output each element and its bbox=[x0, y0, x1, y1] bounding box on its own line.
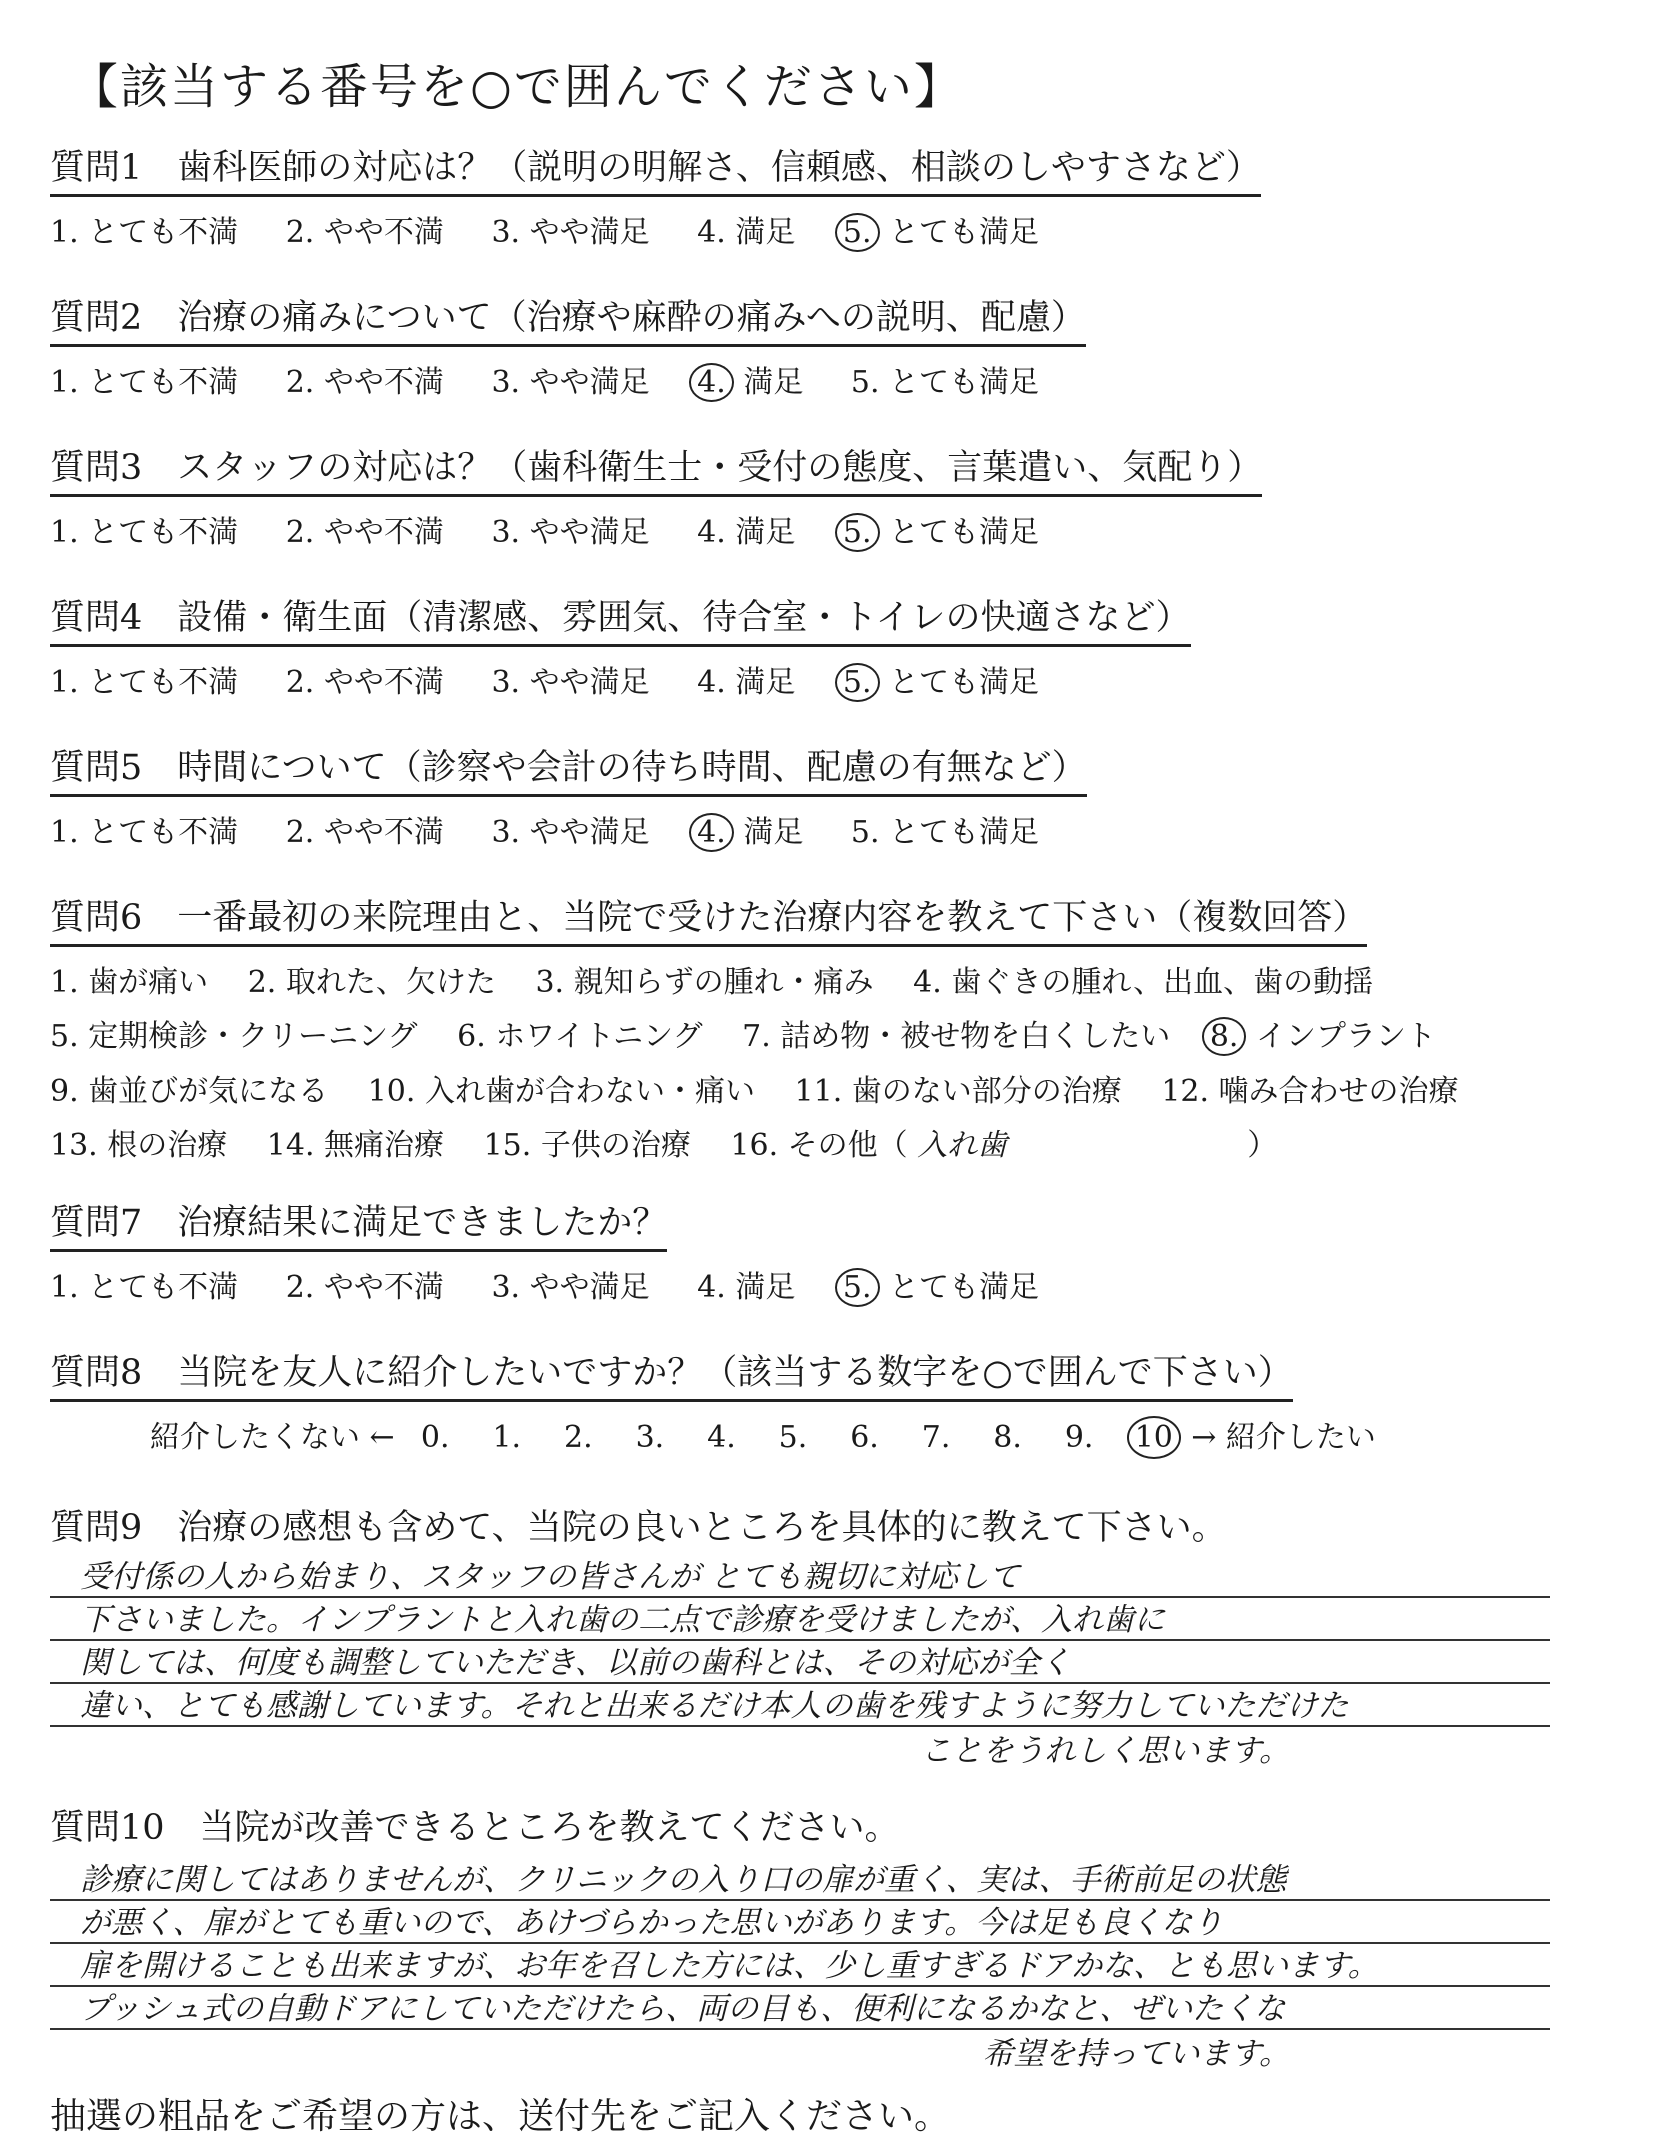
selection-circle: 4. bbox=[689, 363, 734, 402]
q6-option-8-label: インプラント bbox=[1256, 1019, 1437, 1054]
q6-option-13[interactable]: 13. 根の治療 bbox=[50, 1128, 228, 1163]
q1-option-2[interactable]: 2. やや不満 bbox=[285, 215, 444, 250]
question-9-title: 質問9 治療の感想も含めて、当院の良いところを具体的に教えて下さい。 bbox=[50, 1508, 1227, 1548]
question-6-title: 質問6 一番最初の来院理由と、当院で受けた治療内容を教えて下さい（複数回答） bbox=[50, 890, 1367, 947]
q6-option-2[interactable]: 2. 取れた、欠けた bbox=[247, 965, 496, 1000]
question-6 bbox=[50, 890, 1489, 1164]
q3-option-1[interactable]: 1. とても不満 bbox=[50, 515, 239, 550]
question-7-options bbox=[50, 1262, 1077, 1307]
question-5-title: 質問5 時間について（診察や会計の待ち時間、配慮の有無など） bbox=[50, 740, 1087, 797]
q6-option-3[interactable]: 3. 親知らずの腫れ・痛み bbox=[535, 965, 874, 1000]
q4-option-5-circled[interactable] bbox=[843, 657, 1039, 702]
q6-option-7[interactable]: 7. 詰め物・被せ物を白くしたい bbox=[742, 1019, 1171, 1054]
q4-option-5-label: とても満足 bbox=[889, 665, 1040, 700]
question-9 bbox=[50, 1500, 1227, 1554]
q7-option-5-label: とても満足 bbox=[889, 1270, 1040, 1305]
question-2-options bbox=[50, 357, 1086, 402]
q7-option-3[interactable]: 3. やや満足 bbox=[491, 1270, 650, 1305]
selection-circle: 4. bbox=[689, 813, 734, 852]
question-10 bbox=[50, 1800, 900, 1854]
question-1 bbox=[50, 140, 1261, 252]
q6-option-1[interactable]: 1. 歯が痛い bbox=[50, 965, 209, 1000]
question-7 bbox=[50, 1195, 1077, 1307]
q3-option-3[interactable]: 3. やや満足 bbox=[491, 515, 650, 550]
q6-option-14[interactable]: 14. 無痛治療 bbox=[266, 1128, 445, 1163]
q7-option-4[interactable]: 4. 満足 bbox=[697, 1270, 796, 1305]
q6-line-2 bbox=[50, 1011, 1489, 1056]
selection-circle: 5. bbox=[835, 663, 880, 702]
instruction-header: 【該当する番号を○で囲んでください】 bbox=[70, 59, 964, 115]
q6-line-1 bbox=[50, 957, 1489, 1001]
q3-option-2[interactable]: 2. やや不満 bbox=[285, 515, 444, 550]
q10-answer-line-4: プッシュ式の自動ドアにしていただけたら、両の目も、便利になるかなと、ぜいたくな bbox=[50, 1987, 1550, 2030]
q9-answer-line-1: 受付係の人から始まり、スタッフの皆さんが とても親切に対応して bbox=[50, 1555, 1550, 1598]
q5-option-1[interactable]: 1. とても不満 bbox=[50, 815, 239, 850]
question-3 bbox=[50, 440, 1262, 552]
q5-option-4-circled[interactable] bbox=[697, 807, 803, 852]
q6-option-16-label: 16. その他（ bbox=[730, 1128, 908, 1163]
question-1-options bbox=[50, 207, 1261, 252]
selection-circle: 10 bbox=[1127, 1416, 1181, 1459]
question-2-title: 質問2 治療の痛みについて（治療や麻酔の痛みへの説明、配慮） bbox=[50, 290, 1086, 347]
q3-option-4[interactable]: 4. 満足 bbox=[697, 515, 796, 550]
q7-option-2[interactable]: 2. やや不満 bbox=[285, 1270, 444, 1305]
q9-answer-area[interactable] bbox=[50, 1555, 1550, 1770]
q9-answer-overflow: ことをうれしく思います。 bbox=[920, 1733, 1290, 1769]
q2-option-3[interactable]: 3. やや満足 bbox=[491, 365, 650, 400]
q2-option-1[interactable]: 1. とても不満 bbox=[50, 365, 239, 400]
q2-option-5[interactable]: 5. とても満足 bbox=[850, 365, 1040, 400]
q10-answer-line-3: 扉を開けることも出来ますが、お年を召した方には、少し重すぎるドアかな、とも思います。 bbox=[50, 1944, 1550, 1987]
q1-option-4[interactable]: 4. 満足 bbox=[697, 215, 796, 250]
q6-option-10[interactable]: 10. 入れ歯が合わない・痛い bbox=[367, 1074, 755, 1109]
q8-scale-2[interactable]: 2. bbox=[564, 1420, 593, 1455]
q6-option-4[interactable]: 4. 歯ぐきの腫れ、出血、歯の動揺 bbox=[913, 965, 1374, 1000]
selection-circle: 5. bbox=[835, 213, 880, 252]
q8-scale-9[interactable]: 9. bbox=[1064, 1420, 1094, 1455]
q5-option-2[interactable]: 2. やや不満 bbox=[285, 815, 444, 850]
question-1-title: 質問1 歯科医師の対応は？（説明の明解さ、信頼感、相談のしやすさなど） bbox=[50, 140, 1261, 197]
q4-option-3[interactable]: 3. やや満足 bbox=[491, 665, 650, 700]
q1-option-5-label: とても満足 bbox=[889, 215, 1040, 250]
q5-option-5[interactable]: 5. とても満足 bbox=[850, 815, 1040, 850]
q6-option-11[interactable]: 11. 歯のない部分の治療 bbox=[794, 1074, 1122, 1109]
question-5-options bbox=[50, 807, 1087, 852]
q9-answer-line-3: 関しては、何度も調整していただき、以前の歯科とは、その対応が全く bbox=[50, 1641, 1550, 1684]
q4-option-1[interactable]: 1. とても不満 bbox=[50, 665, 239, 700]
question-8 bbox=[50, 1345, 1376, 1456]
q6-option-9[interactable]: 9. 歯並びが気になる bbox=[50, 1074, 329, 1109]
question-3-title: 質問3 スタッフの対応は？（歯科衛生士・受付の態度、言葉遣い、気配り） bbox=[50, 440, 1262, 497]
q8-scale-5[interactable]: 5. bbox=[778, 1420, 808, 1455]
question-3-options bbox=[50, 507, 1262, 552]
q6-option-15[interactable]: 15. 子供の治療 bbox=[483, 1128, 691, 1163]
q8-scale-3[interactable]: 3. bbox=[635, 1420, 665, 1455]
q7-option-5-circled[interactable] bbox=[843, 1262, 1039, 1307]
q10-answer-line-2: が悪く、扉がとても重いので、あけづらかった思いがあります。今は足も良くなり bbox=[50, 1901, 1550, 1944]
q6-option-5[interactable]: 5. 定期検診・クリーニング bbox=[50, 1019, 418, 1054]
q6-line-3 bbox=[50, 1066, 1489, 1110]
q6-option-16-other[interactable] bbox=[730, 1120, 1277, 1164]
q6-other-close-paren: ） bbox=[1247, 1128, 1278, 1163]
q10-answer-area[interactable] bbox=[50, 1858, 1550, 2073]
selection-circle: 8. bbox=[1202, 1017, 1247, 1056]
q8-scale-1[interactable]: 1. bbox=[492, 1420, 522, 1455]
q3-option-5-label: とても満足 bbox=[889, 515, 1040, 550]
q9-answer-line-4: 違い、とても感謝しています。それと出来るだけ本人の歯を残すように努力していただけた bbox=[50, 1684, 1550, 1727]
q5-option-3[interactable]: 3. やや満足 bbox=[491, 815, 650, 850]
q6-option-12[interactable]: 12. 噛み合わせの治療 bbox=[1161, 1074, 1459, 1109]
q9-answer-line-2: 下さいました。インプラントと入れ歯の二点で診療を受けましたが、入れ歯に bbox=[50, 1598, 1550, 1641]
q2-option-2[interactable]: 2. やや不満 bbox=[285, 365, 444, 400]
q5-option-4-label: 満足 bbox=[743, 815, 804, 850]
prize-instruction: 抽選の粗品をご希望の方は、送付先をご記入ください。 bbox=[50, 2096, 951, 2137]
question-10-title: 質問10 当院が改善できるところを教えてください。 bbox=[50, 1808, 900, 1848]
q6-option-6[interactable]: 6. ホワイトニング bbox=[457, 1019, 703, 1054]
q4-option-4[interactable]: 4. 満足 bbox=[697, 665, 796, 700]
selection-circle: 5. bbox=[835, 513, 880, 552]
q8-scale-right-label: → 紹介したい bbox=[1191, 1420, 1376, 1455]
question-4 bbox=[50, 590, 1191, 702]
q8-scale-4[interactable]: 4. bbox=[707, 1420, 736, 1455]
q8-scale-10-circled[interactable] bbox=[1127, 1420, 1175, 1455]
q8-scale-6[interactable]: 6. bbox=[850, 1420, 879, 1455]
q8-scale bbox=[150, 1412, 1376, 1456]
q2-option-4-circled[interactable] bbox=[697, 357, 803, 402]
question-4-title: 質問4 設備・衛生面（清潔感、雰囲気、待合室・トイレの快適さなど） bbox=[50, 590, 1191, 647]
q1-option-3[interactable]: 3. やや満足 bbox=[491, 215, 650, 250]
question-8-title: 質問8 当院を友人に紹介したいですか？（該当する数字を○で囲んで下さい） bbox=[50, 1345, 1293, 1402]
question-5 bbox=[50, 740, 1087, 852]
q6-line-4 bbox=[50, 1120, 1489, 1164]
q6-option-8-circled[interactable] bbox=[1210, 1011, 1436, 1056]
question-2 bbox=[50, 290, 1086, 402]
q10-answer-line-1: 診療に関してはありませんが、クリニックの入り口の扉が重く、実は、手術前足の状態 bbox=[50, 1858, 1550, 1901]
q8-scale-8[interactable]: 8. bbox=[993, 1420, 1022, 1455]
q1-option-1[interactable]: 1. とても不満 bbox=[50, 215, 239, 250]
q8-scale-7[interactable]: 7. bbox=[921, 1420, 951, 1455]
q6-other-handwritten: 入れ歯 bbox=[917, 1128, 1008, 1163]
q3-option-5-circled[interactable] bbox=[843, 507, 1039, 552]
q8-scale-0[interactable]: 0. bbox=[420, 1420, 450, 1455]
question-4-options bbox=[50, 657, 1191, 702]
q7-option-1[interactable]: 1. とても不満 bbox=[50, 1270, 239, 1305]
q1-option-5-circled[interactable] bbox=[843, 207, 1039, 252]
q8-scale-left-label: 紹介したくない ← bbox=[150, 1420, 395, 1455]
q2-option-4-label: 満足 bbox=[743, 365, 804, 400]
question-7-title: 質問7 治療結果に満足できましたか？ bbox=[50, 1195, 667, 1252]
q10-answer-overflow: 希望を持っています。 bbox=[982, 2036, 1290, 2072]
selection-circle: 5. bbox=[835, 1268, 880, 1307]
q4-option-2[interactable]: 2. やや不満 bbox=[285, 665, 444, 700]
